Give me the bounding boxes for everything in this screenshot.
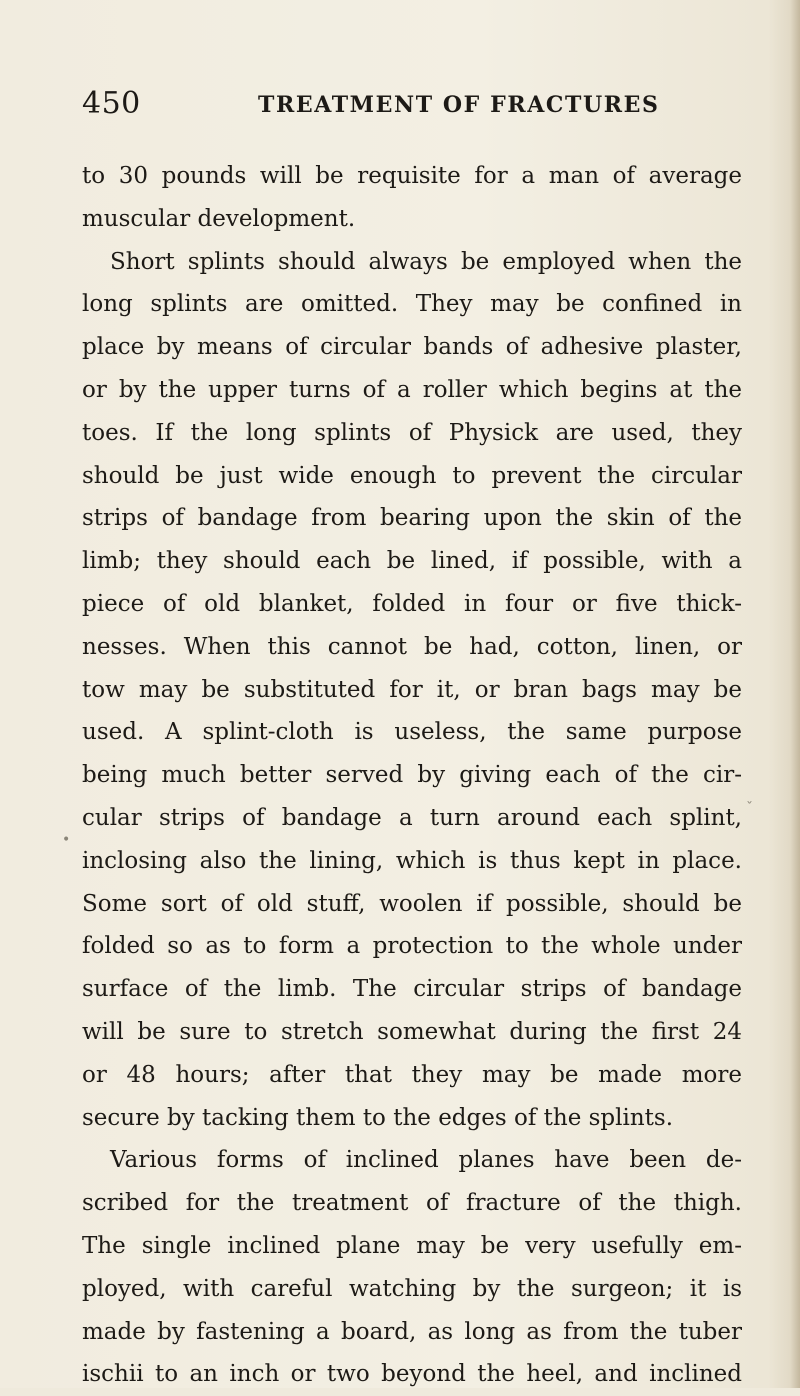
text-line: or by the upper turns of a roller which begins at the <box>82 376 742 403</box>
text-line: Short splints should always be employed when the <box>110 248 742 275</box>
text-line: Various forms of inclined planes have been de- <box>110 1147 742 1174</box>
text-line: piece of old blanket, folded in four or five thick- <box>82 590 742 617</box>
text-line: long splints are omitted. They may be confined in <box>82 291 742 318</box>
text-line: used. A splint-cloth is useless, the same purpose <box>82 719 742 746</box>
text-line: scribed for the treatment of fracture of the thigh. <box>82 1190 742 1217</box>
text-line: strips of bandage from bearing upon the skin of the <box>82 505 742 532</box>
text-line: nesses. When this cannot be had, cotton, linen, or <box>82 633 742 660</box>
text-line: folded so as to form a protection to the whole under <box>82 933 742 960</box>
text-line: should be just wide enough to prevent the circular <box>82 462 742 489</box>
text-line: inclosing also the lining, which is thus kept in place. <box>82 847 742 874</box>
text-line: place by means of circular bands of adhesive plaster, <box>82 334 742 361</box>
print-speck-mark: ˇ <box>746 800 753 816</box>
text-line: Some sort of old stuff, woolen if possible, should be <box>82 890 742 917</box>
text-line: ployed, with careful watching by the surgeon; it is <box>82 1275 742 1302</box>
text-line: being much better served by giving each of the cir- <box>82 762 742 789</box>
page-header <box>82 84 722 124</box>
text-line: ischii to an inch or two beyond the heel, and inclined <box>82 1361 742 1388</box>
text-line: surface of the limb. The circular strips of bandage <box>82 976 742 1003</box>
running-head: TREATMENT OF FRACTURES <box>258 92 660 118</box>
text-line: muscular development. <box>82 205 356 232</box>
text-line: made by fastening a board, as long as from the tuber <box>82 1318 742 1345</box>
text-line: toes. If the long splints of Physick are used, they <box>82 419 742 446</box>
page-number: 450 <box>82 86 141 121</box>
text-line: to 30 pounds will be requisite for a man of average <box>82 163 742 189</box>
text-line: limb; they should each be lined, if possible, with a <box>82 548 742 575</box>
print-speck-mark: • <box>62 832 71 848</box>
text-line: secure by tacking them to the edges of the splints. <box>82 1104 674 1131</box>
page-edge-shadow <box>790 0 800 1388</box>
text-line: will be sure to stretch somewhat during the first 24 <box>82 1018 742 1045</box>
text-line: cular strips of bandage a turn around each splint, <box>82 804 742 831</box>
text-line: or 48 hours; after that they may be made more <box>82 1061 742 1088</box>
text-line: tow may be substituted for it, or bran bags may be <box>82 676 742 703</box>
body-text <box>82 155 742 1396</box>
text-line: The single inclined plane may be very usefully em- <box>82 1232 742 1259</box>
